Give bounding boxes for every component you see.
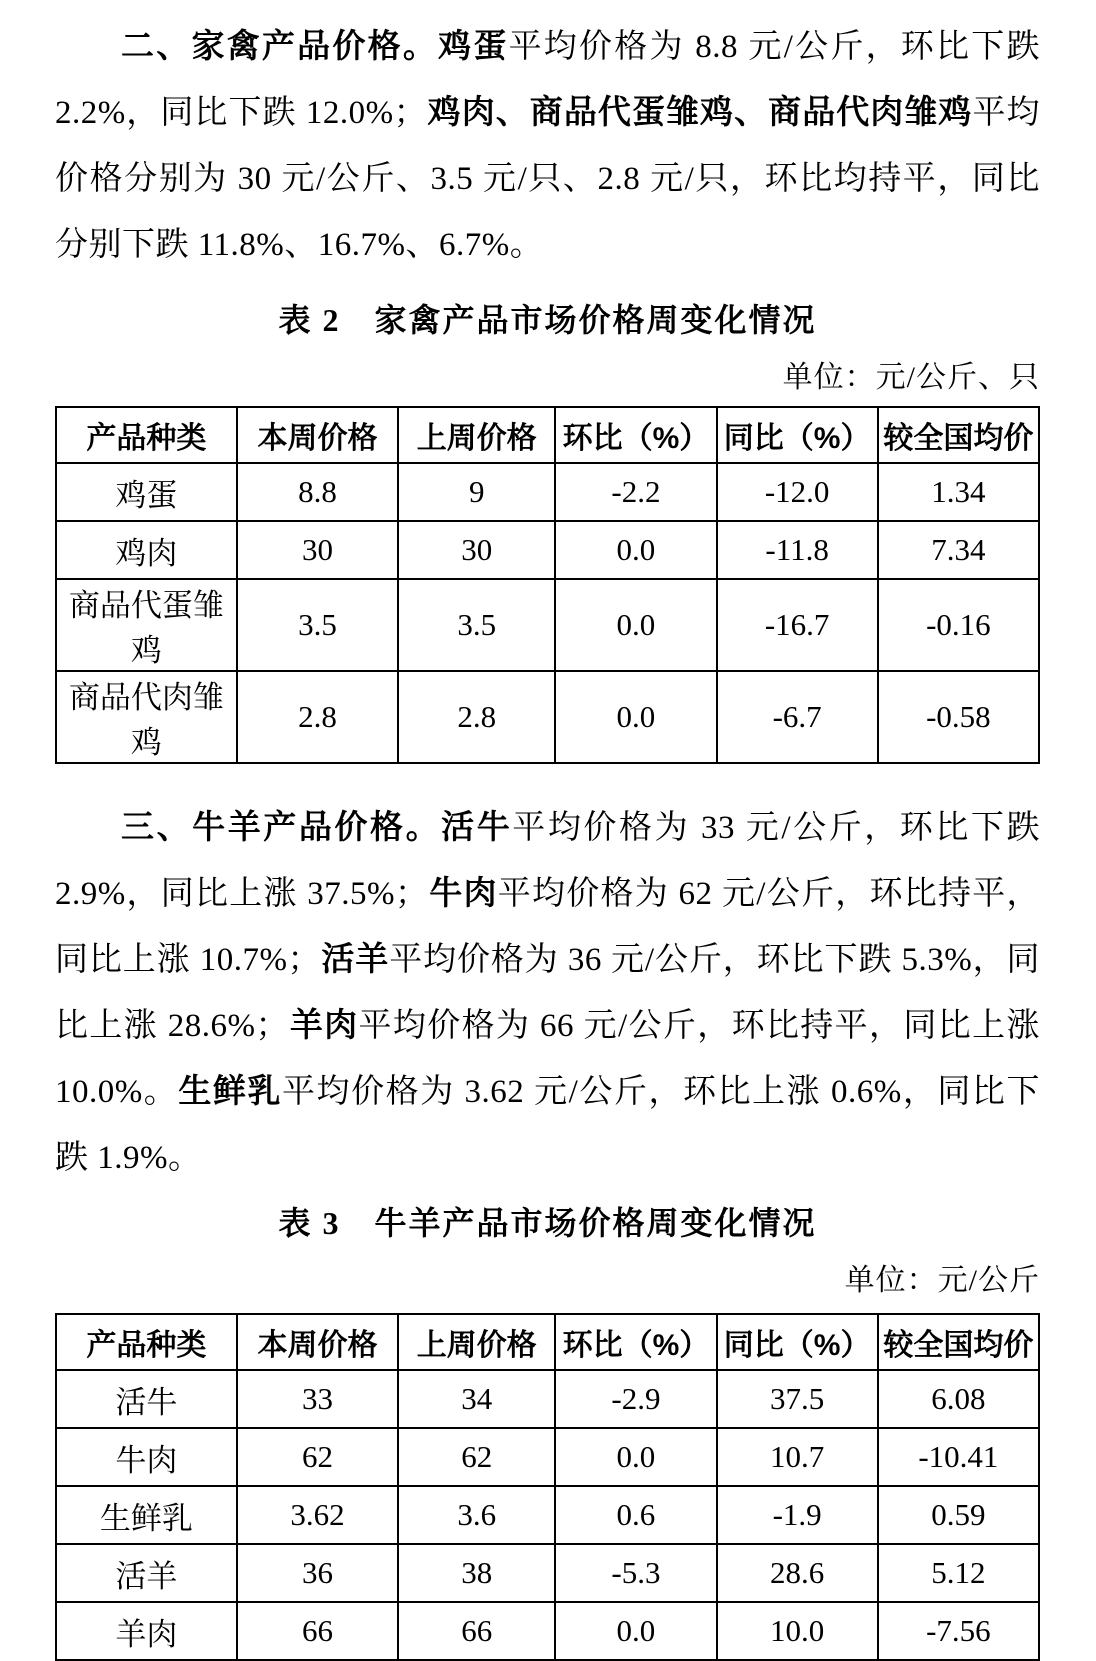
column-header-yoy: 同比（%） <box>717 407 878 463</box>
poultry-paragraph <box>55 13 1040 278</box>
table-row <box>56 521 1039 579</box>
cell-vs-national: 5.12 <box>878 1544 1039 1602</box>
table-row <box>56 1370 1039 1428</box>
table-row <box>56 1486 1039 1544</box>
cell-last-week: 3.6 <box>398 1486 555 1544</box>
text-segment-beef: 牛肉 <box>428 876 498 912</box>
cell-this-week: 62 <box>237 1428 398 1486</box>
cell-mom: 0.0 <box>555 671 716 763</box>
cell-product: 鸡蛋 <box>56 463 237 521</box>
cell-product: 鸡肉 <box>56 521 237 579</box>
cell-last-week: 66 <box>398 1602 555 1660</box>
text-segment-live-sheep: 活羊 <box>321 942 390 978</box>
cell-this-week: 66 <box>237 1602 398 1660</box>
cell-product: 商品代蛋雏鸡 <box>56 579 237 671</box>
cell-yoy: 10.0 <box>717 1602 878 1660</box>
text-segment-chicken-products: 鸡肉、商品代蛋雏鸡、商品代肉雏鸡 <box>427 95 973 131</box>
text-segment: 平均价格为 8.8 元/公斤，环比下跌 2.2%，同比下跌 12.0%； <box>55 29 1041 131</box>
cattle-sheep-paragraph <box>55 794 1040 1191</box>
cell-last-week: 9 <box>398 463 555 521</box>
poultry-section-heading: 二、家禽产品价格。 <box>121 27 439 64</box>
table2-title: 表 2 家禽产品市场价格周变化情况 <box>278 302 817 338</box>
cell-yoy: -1.9 <box>717 1486 878 1544</box>
text-segment: 平均价格为 33 元/公斤，环比下跌 2.9%，同比上涨 37.5%； <box>55 810 1041 912</box>
table-header-row <box>56 1314 1039 1370</box>
cell-yoy: -6.7 <box>717 671 878 763</box>
cell-yoy: 10.7 <box>717 1428 878 1486</box>
table-row <box>56 579 1039 671</box>
text-segment: 平均价格为 66 元/公斤，环比持平，同比上涨 10.0%。 <box>55 1008 1040 1110</box>
cell-product: 生鲜乳 <box>56 1486 237 1544</box>
column-header-mom: 环比（%） <box>555 407 716 463</box>
text-segment: 平均价格为 36 元/公斤，环比下跌 5.3%，同比上涨 28.6%； <box>55 942 1040 1044</box>
table-row <box>56 671 1039 763</box>
text-segment: 平均价格为 62 元/公斤，环比持平，同比上涨 10.7%； <box>55 876 1041 978</box>
cell-product: 商品代肉雏鸡 <box>56 671 237 763</box>
cell-mom: 0.0 <box>555 1602 716 1660</box>
column-header-last-week: 上周价格 <box>398 1314 555 1370</box>
text-segment-mutton: 羊肉 <box>288 1008 359 1044</box>
column-header-vs-national: 较全国均价 <box>878 407 1039 463</box>
poultry-price-table <box>55 406 1040 764</box>
cell-vs-national: -10.41 <box>878 1428 1039 1486</box>
cell-mom: 0.0 <box>555 579 716 671</box>
cattle-sheep-price-table <box>55 1313 1040 1661</box>
cell-yoy: 28.6 <box>717 1544 878 1602</box>
text-segment: 平均价格分别为 30 元/公斤、3.5 元/只、2.8 元/只，环比均持平，同比分别下跌 11.8%、16.7%、6.7%。 <box>55 95 1041 263</box>
cell-this-week: 8.8 <box>237 463 398 521</box>
table-row <box>56 1544 1039 1602</box>
cell-mom: 0.0 <box>555 1428 716 1486</box>
cell-mom: -2.2 <box>555 463 716 521</box>
cell-product: 羊肉 <box>56 1602 237 1660</box>
column-header-product: 产品种类 <box>56 1314 237 1370</box>
cell-last-week: 2.8 <box>398 671 555 763</box>
cell-last-week: 38 <box>398 1544 555 1602</box>
cell-yoy: -16.7 <box>717 579 878 671</box>
cell-mom: 0.6 <box>555 1486 716 1544</box>
cell-vs-national: 0.59 <box>878 1486 1039 1544</box>
cell-last-week: 34 <box>398 1370 555 1428</box>
text-segment-live-cattle: 活牛 <box>441 810 513 846</box>
column-header-this-week: 本周价格 <box>237 407 398 463</box>
column-header-product: 产品种类 <box>56 407 237 463</box>
cell-yoy: -12.0 <box>717 463 878 521</box>
column-header-mom: 环比（%） <box>555 1314 716 1370</box>
text-segment: 平均价格为 3.62 元/公斤，环比上涨 0.6%，同比下跌 1.9%。 <box>55 1074 1040 1176</box>
table-header-row <box>56 407 1039 463</box>
cell-this-week: 33 <box>237 1370 398 1428</box>
cell-product: 活牛 <box>56 1370 237 1428</box>
cell-vs-national: 7.34 <box>878 521 1039 579</box>
cell-vs-national: -0.16 <box>878 579 1039 671</box>
table-row <box>56 1428 1039 1486</box>
cell-this-week: 3.5 <box>237 579 398 671</box>
cell-mom: -2.9 <box>555 1370 716 1428</box>
column-header-yoy: 同比（%） <box>717 1314 878 1370</box>
cell-vs-national: 1.34 <box>878 463 1039 521</box>
cell-product: 牛肉 <box>56 1428 237 1486</box>
cell-this-week: 2.8 <box>237 671 398 763</box>
table3-unit-label: 单位：元/公斤 <box>844 1264 1040 1297</box>
cell-product: 活羊 <box>56 1544 237 1602</box>
column-header-vs-national: 较全国均价 <box>878 1314 1039 1370</box>
cell-last-week: 3.5 <box>398 579 555 671</box>
cell-last-week: 30 <box>398 521 555 579</box>
cell-vs-national: 6.08 <box>878 1370 1039 1428</box>
cell-last-week: 62 <box>398 1428 555 1486</box>
table2-unit-label: 单位：元/公斤、只 <box>782 361 1040 394</box>
cell-vs-national: -0.58 <box>878 671 1039 763</box>
cattle-sheep-section-heading: 三、牛羊产品价格。 <box>121 808 442 845</box>
cell-this-week: 36 <box>237 1544 398 1602</box>
cell-this-week: 3.62 <box>237 1486 398 1544</box>
cell-vs-national: -7.56 <box>878 1602 1039 1660</box>
column-header-this-week: 本周价格 <box>237 1314 398 1370</box>
cell-yoy: -11.8 <box>717 521 878 579</box>
column-header-last-week: 上周价格 <box>398 407 555 463</box>
table-row <box>56 1602 1039 1660</box>
cell-mom: -5.3 <box>555 1544 716 1602</box>
cell-yoy: 37.5 <box>717 1370 878 1428</box>
text-segment-egg: 鸡蛋 <box>438 29 509 65</box>
text-segment-raw-milk: 生鲜乳 <box>178 1074 282 1110</box>
table3-title: 表 3 牛羊产品市场价格周变化情况 <box>278 1205 817 1241</box>
cell-this-week: 30 <box>237 521 398 579</box>
cell-mom: 0.0 <box>555 521 716 579</box>
table-row <box>56 463 1039 521</box>
